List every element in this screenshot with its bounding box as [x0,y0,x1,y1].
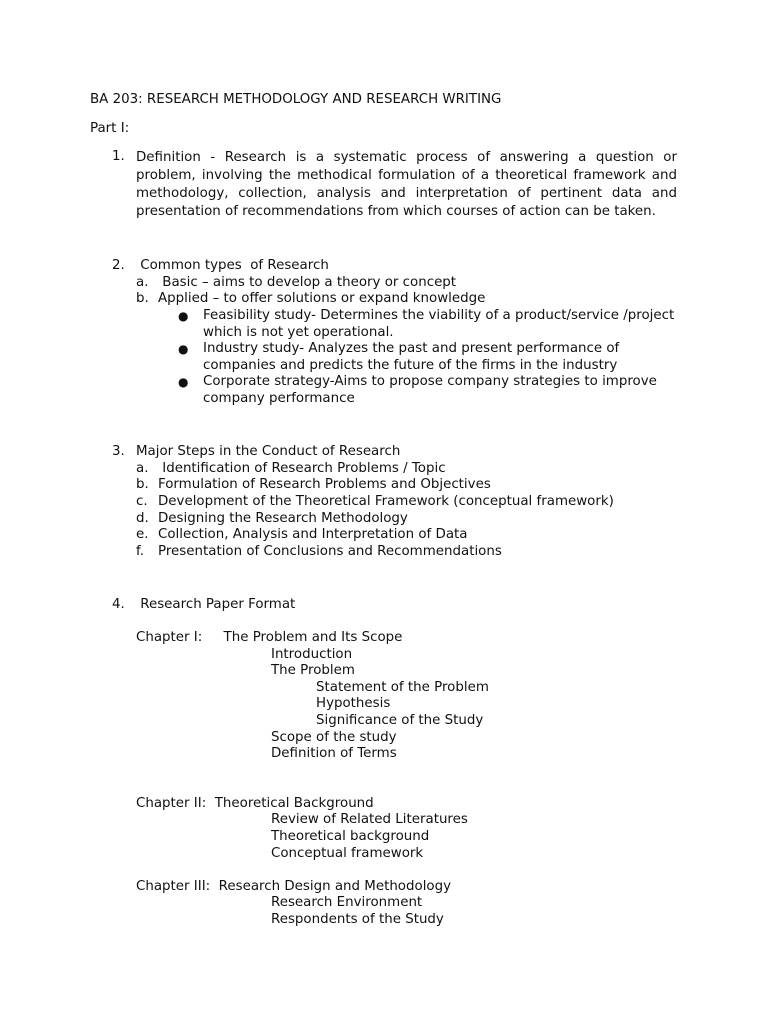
chapter-2-conceptual-framework: Conceptual framework [271,846,424,861]
section-3-e-letter: e. [136,527,149,542]
chapter-1-scope: Scope of the study [271,730,397,745]
document-title: BA 203: RESEARCH METHODOLOGY AND RESEARCH WRITING [90,92,502,107]
section-3-a-text: Identification of Research Problems / Topic [158,461,446,476]
section-2-a-letter: a. [136,275,149,290]
section-3-e-text: Collection, Analysis and Interpretation of Data [158,527,468,542]
bullet-icon: ● [178,342,189,356]
section-2-b-letter: b. [136,291,149,306]
part-heading: Part I: [90,121,130,136]
section-3-f-letter: f. [136,544,144,559]
section-3-d-letter: d. [136,511,149,526]
bullet-feasibility-study: Feasibility study- Determines the viability of a product/service /project which is not yet operational. [203,308,675,340]
chapter-2-review-literature: Review of Related Literatures [271,812,468,827]
chapter-2-heading: Chapter II: Theoretical Background [136,796,374,811]
chapter-2-theoretical-background: Theoretical background [271,829,430,844]
chapter-1-significance: Significance of the Study [316,713,484,728]
section-2-b-text: Applied – to offer solutions or expand knowledge [158,291,486,306]
section-4-number: 4. [112,597,125,612]
section-2-a-text: Basic – aims to develop a theory or concept [158,275,457,290]
chapter-1-statement-of-problem: Statement of the Problem [316,680,489,695]
chapter-1-the-problem: The Problem [271,663,355,678]
bullet-icon: ● [178,375,189,389]
section-3-c-letter: c. [136,494,148,509]
bullet-icon: ● [178,309,189,323]
section-3-b-letter: b. [136,477,149,492]
chapter-3-research-environment: Research Environment [271,895,423,910]
section-3-d-text: Designing the Research Methodology [158,511,408,526]
section-3-b-text: Formulation of Research Problems and Objectives [158,477,491,492]
chapter-1-hypothesis: Hypothesis [316,696,391,711]
section-4-heading: Research Paper Format [136,597,296,612]
section-1-definition: Definition - Research is a systematic process of answering a question or problem, involving the methodical formulation of a theoretical framework and methodology, collection, analysis and interpretation of pertinent data and presentation of recommendations from which courses of action can be taken. [136,150,677,219]
section-3-c-text: Development of the Theoretical Framework (conceptual framework) [158,494,614,509]
chapter-3-heading: Chapter III: Research Design and Methodology [136,879,452,894]
chapter-1-definition-of-terms: Definition of Terms [271,746,397,761]
section-1-number: 1. [112,149,125,164]
section-3-number: 3. [112,444,125,459]
chapter-1-heading: Chapter I: The Problem and Its Scope [136,630,403,645]
section-3-f-text: Presentation of Conclusions and Recommendations [158,544,502,559]
bullet-industry-study: Industry study- Analyzes the past and present performance of companies and predicts the future of the firms in the industry [203,341,620,373]
chapter-1-introduction: Introduction [271,647,353,662]
section-2-heading: Common types of Research [136,258,329,273]
section-2-number: 2. [112,258,125,273]
section-3-a-letter: a. [136,461,149,476]
bullet-corporate-strategy: Corporate strategy-Aims to propose company strategies to improve company performance [203,374,657,406]
chapter-3-respondents: Respondents of the Study [271,912,444,927]
section-3-heading: Major Steps in the Conduct of Research [136,444,401,459]
